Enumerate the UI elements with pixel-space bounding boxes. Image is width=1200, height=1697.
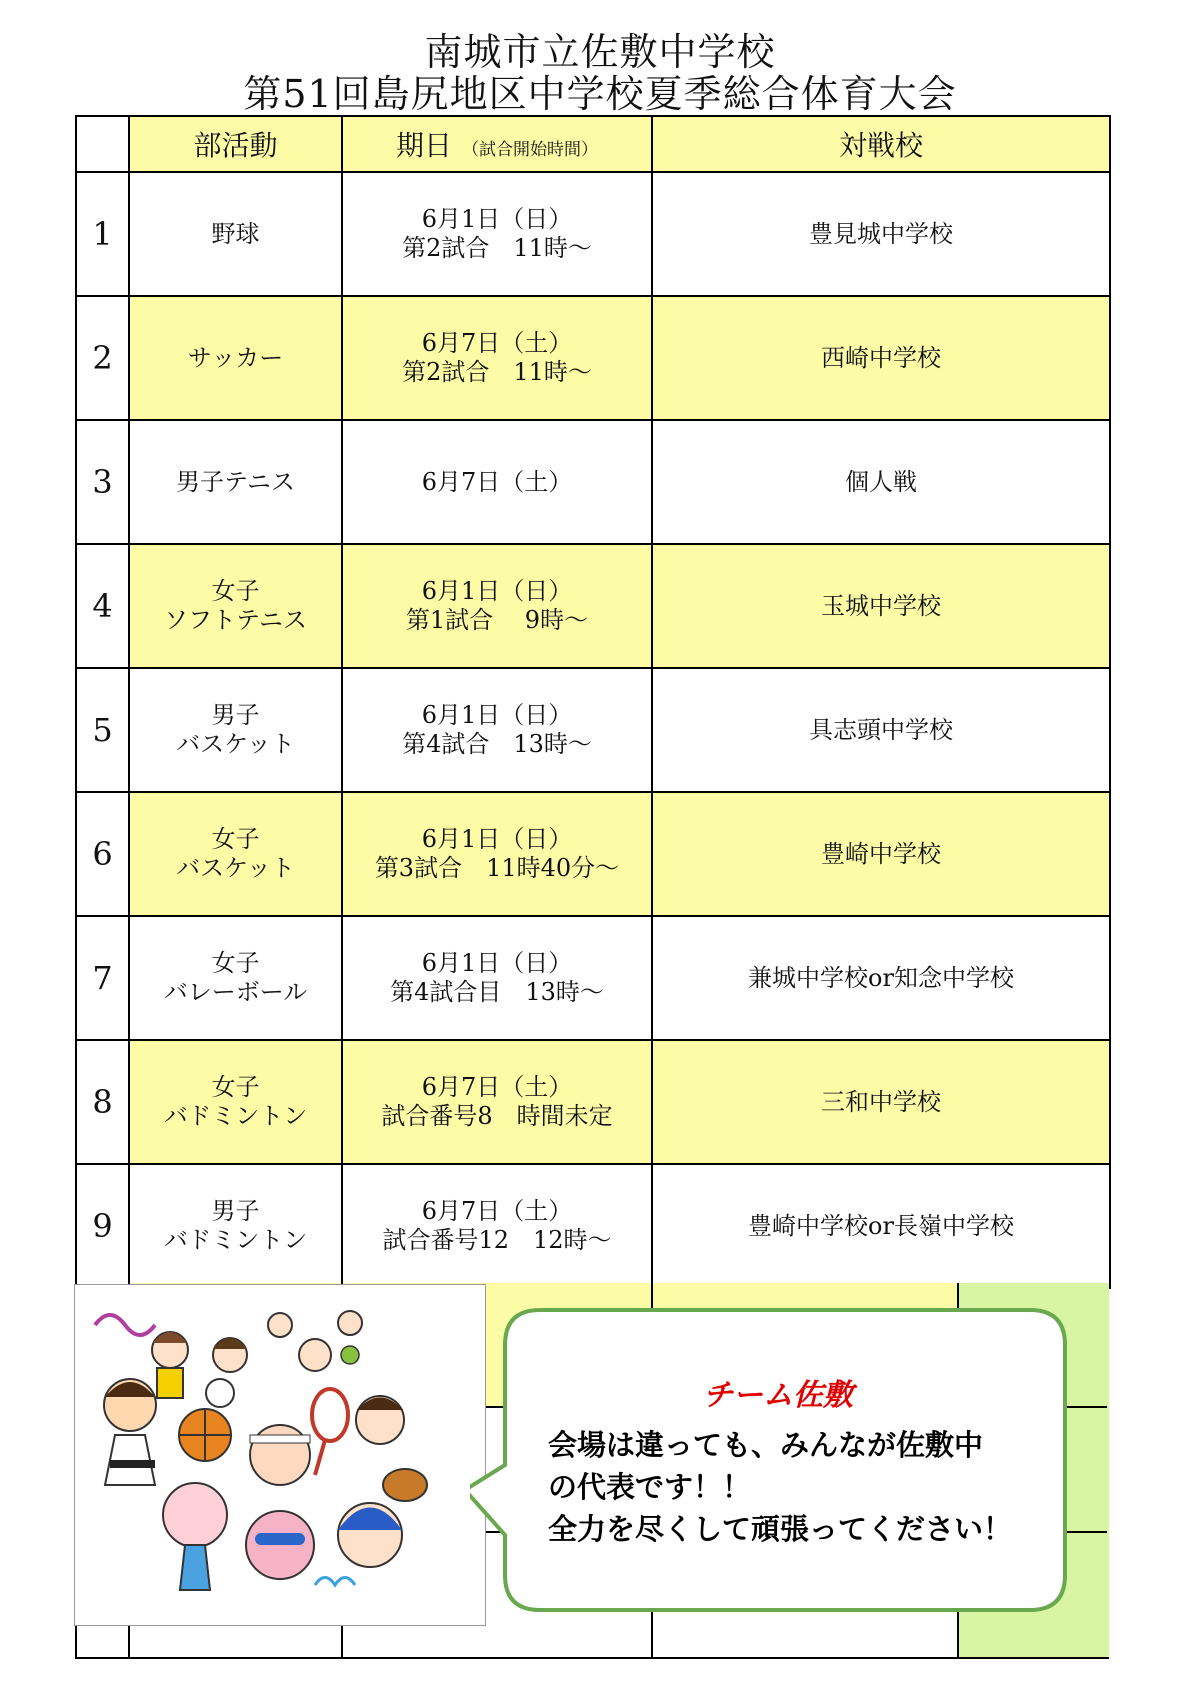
row-number: 3 — [76, 420, 129, 544]
club-line: 野球 — [211, 219, 260, 248]
row-opponent: 西崎中学校 — [652, 296, 1110, 420]
row-club — [129, 420, 342, 544]
bubble-line: 会場は違っても、みんなが佐敷中 — [548, 1428, 984, 1462]
row-club — [129, 1164, 342, 1288]
club-line: 女子 — [211, 949, 260, 977]
row-club — [129, 792, 342, 916]
time-line: 試合番号12 12時～ — [382, 1226, 612, 1254]
row-opponent: 具志頭中学校 — [652, 668, 1110, 792]
row-number: 4 — [76, 544, 129, 668]
time-line: 第4試合 13時～ — [402, 730, 592, 758]
row-number: 8 — [76, 1040, 129, 1164]
table-row — [76, 420, 1110, 544]
row-date — [342, 544, 652, 668]
row-date — [342, 172, 652, 296]
row-number: 1 — [76, 172, 129, 296]
row-opponent: 豊崎中学校or長嶺中学校 — [652, 1164, 1110, 1288]
row-club — [129, 668, 342, 792]
sports-kids-illustration-icon — [74, 1284, 486, 1626]
row-club — [129, 1040, 342, 1164]
row-date — [342, 916, 652, 1040]
row-opponent: 豊見城中学校 — [652, 172, 1110, 296]
table-row — [76, 1164, 1110, 1288]
table-row — [76, 668, 1110, 792]
row-date — [342, 792, 652, 916]
date-line: 6月1日（日） — [421, 701, 573, 729]
club-line: 女子 — [211, 825, 260, 853]
bubble-message — [548, 1370, 1048, 1550]
row-opponent: 個人戦 — [652, 420, 1110, 544]
club-line: 女子 — [211, 1073, 260, 1101]
date-line: 6月1日（日） — [421, 205, 573, 233]
date-line: 6月7日（土） — [421, 467, 573, 496]
club-line: ソフトテニス — [163, 606, 308, 634]
bubble-line: 全力を尽くして頑張ってください！ — [548, 1512, 1013, 1546]
header-number — [76, 116, 129, 172]
table-row — [76, 544, 1110, 668]
row-club — [129, 916, 342, 1040]
row-number: 5 — [76, 668, 129, 792]
row-number: 7 — [76, 916, 129, 1040]
table-header-row — [76, 116, 1110, 172]
row-opponent: 玉城中学校 — [652, 544, 1110, 668]
bubble-line: の代表です！！ — [548, 1470, 752, 1504]
time-line: 第1試合 9時～ — [405, 606, 589, 634]
page-title: 南城市立佐敷中学校 — [424, 30, 776, 74]
table-row — [76, 792, 1110, 916]
row-club — [129, 296, 342, 420]
row-date — [342, 1040, 652, 1164]
time-line: 試合番号8 時間未定 — [381, 1102, 613, 1130]
row-date — [342, 1164, 652, 1288]
date-line: 6月1日（日） — [421, 825, 573, 853]
row-date — [342, 668, 652, 792]
club-line: バスケット — [176, 730, 295, 758]
row-number: 9 — [76, 1164, 129, 1288]
club-line: 男子 — [211, 1197, 260, 1225]
date-line: 6月7日（土） — [421, 329, 573, 357]
header-date — [342, 116, 652, 172]
table-row — [76, 1040, 1110, 1164]
club-line: 女子 — [211, 577, 260, 605]
schedule-table — [75, 115, 1111, 1289]
row-opponent: 兼城中学校or知念中学校 — [652, 916, 1110, 1040]
club-line: バドミントン — [163, 1102, 308, 1130]
club-line: サッカー — [187, 343, 284, 372]
table-row — [76, 296, 1110, 420]
row-number: 2 — [76, 296, 129, 420]
header-date-label: 期日 — [395, 129, 452, 162]
table-row — [76, 172, 1110, 296]
bubble-title: チーム佐敷 — [703, 1378, 853, 1413]
header-date-hint: （試合開始時間） — [462, 140, 598, 160]
row-number: 6 — [76, 792, 129, 916]
club-line: 男子テニス — [175, 467, 296, 496]
time-line: 第3試合 11時40分～ — [374, 854, 620, 882]
row-club — [129, 544, 342, 668]
row-date — [342, 296, 652, 420]
time-line: 第2試合 11時～ — [402, 234, 592, 262]
row-date — [342, 420, 652, 544]
header-club: 部活動 — [129, 116, 342, 172]
club-line: 男子 — [211, 701, 260, 729]
page-subtitle: 第51回島尻地区中学校夏季総合体育大会 — [243, 72, 957, 116]
time-line: 第2試合 11時～ — [402, 358, 592, 386]
row-club — [129, 172, 342, 296]
row-opponent: 豊崎中学校 — [652, 792, 1110, 916]
date-line: 6月1日（日） — [421, 577, 573, 605]
time-line: 第4試合目 13時～ — [390, 978, 604, 1006]
illustration-drawing — [75, 1285, 485, 1625]
row-opponent: 三和中学校 — [652, 1040, 1110, 1164]
date-line: 6月7日（土） — [421, 1197, 573, 1225]
header-opponent: 対戦校 — [652, 116, 1110, 172]
club-line: バドミントン — [163, 1226, 308, 1254]
club-line: バスケット — [176, 854, 295, 882]
club-line: バレーボール — [163, 978, 308, 1006]
date-line: 6月1日（日） — [421, 949, 573, 977]
date-line: 6月7日（土） — [421, 1073, 573, 1101]
table-row — [76, 916, 1110, 1040]
